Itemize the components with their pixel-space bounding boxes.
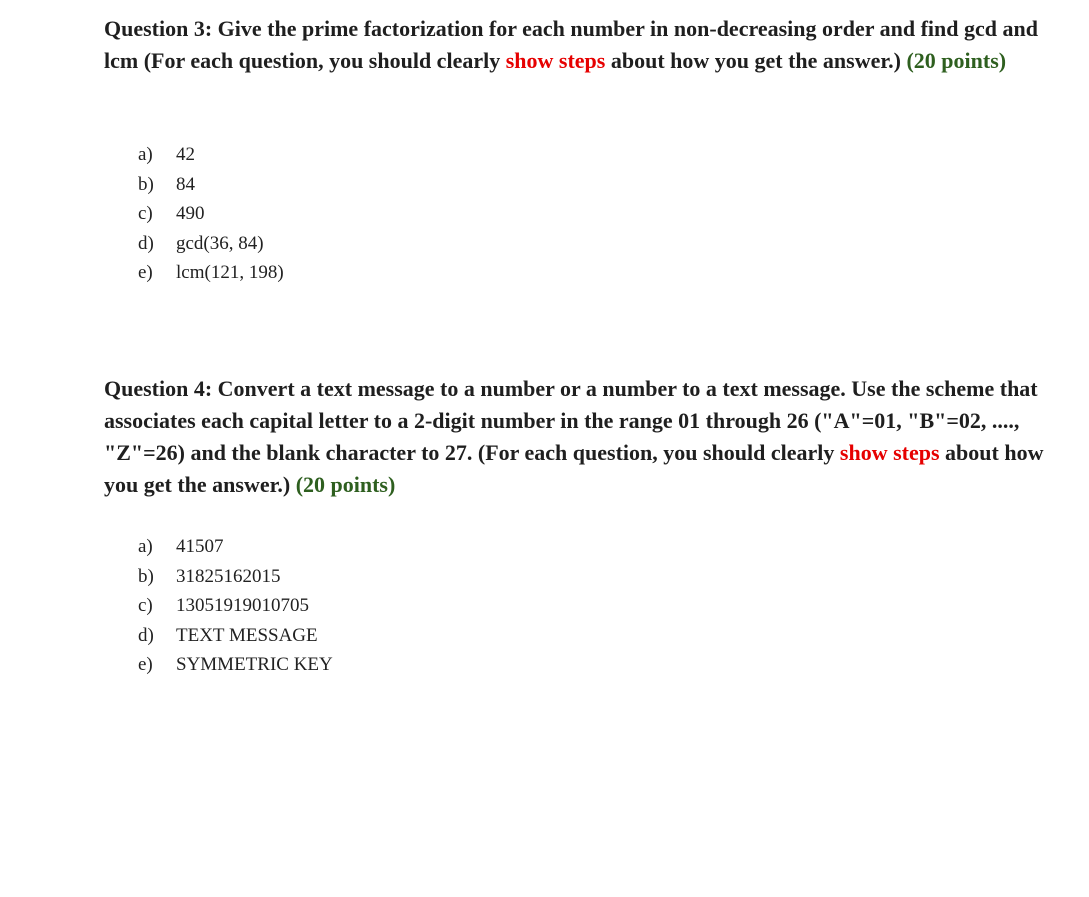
list-marker: d) bbox=[138, 232, 154, 254]
list-item bbox=[138, 591, 333, 621]
question-3-prompt bbox=[104, 13, 1049, 77]
list-marker: c) bbox=[138, 595, 153, 616]
list-item-text: SYMMETRIC KEY bbox=[176, 654, 333, 675]
list-item-text: TEXT MESSAGE bbox=[176, 624, 318, 646]
list-item bbox=[138, 199, 284, 229]
list-item-text: 84 bbox=[176, 173, 195, 195]
question-4-prompt bbox=[104, 373, 1049, 501]
list-marker: b) bbox=[138, 565, 154, 587]
list-item-text: 13051919010705 bbox=[176, 595, 309, 616]
list-item bbox=[138, 562, 333, 592]
list-item-text: gcd(36, 84) bbox=[176, 232, 264, 254]
question-3-text: Question 3: Give the prime factorization for each number in non-decreasing order and find gcd and lcm (For each question, you should clearly bbox=[104, 16, 1038, 73]
list-marker: d) bbox=[138, 624, 154, 646]
question-3-text-end: about how you get the answer.) bbox=[605, 48, 907, 73]
list-item bbox=[138, 621, 333, 651]
list-marker: a) bbox=[138, 536, 153, 557]
list-item bbox=[138, 532, 333, 562]
list-item-text: 31825162015 bbox=[176, 565, 281, 587]
question-4-text: Question 4: Convert a text message to a number or a number to a text message. Use the scheme that associates each capital letter to a 2-digit number in the range 01 through 26 ("A"=01, "B"=02, ...., "Z"=26) and the blank character to 27. (For each question, you should clearly bbox=[104, 376, 1038, 465]
list-item bbox=[138, 229, 284, 259]
question-4-show-steps: show steps bbox=[839, 440, 940, 465]
list-item-text: 42 bbox=[176, 144, 195, 165]
list-marker: b) bbox=[138, 173, 154, 195]
list-item bbox=[138, 140, 284, 170]
list-marker: e) bbox=[138, 654, 153, 675]
list-item bbox=[138, 258, 284, 288]
question-3-list bbox=[138, 140, 284, 288]
list-item-text: 490 bbox=[176, 203, 205, 224]
question-4-list bbox=[138, 532, 333, 680]
list-marker: e) bbox=[138, 262, 153, 283]
question-4-points: (20 points) bbox=[295, 472, 396, 497]
list-marker: a) bbox=[138, 144, 153, 165]
list-item-text: 41507 bbox=[176, 536, 224, 557]
list-item bbox=[138, 170, 284, 200]
question-3-show-steps: show steps bbox=[505, 48, 606, 73]
question-4-text-end: about how you get the answer.) bbox=[104, 440, 1044, 497]
question-3-points: (20 points) bbox=[906, 48, 1007, 73]
list-item-text: lcm(121, 198) bbox=[176, 262, 284, 283]
list-item bbox=[138, 650, 333, 680]
list-marker: c) bbox=[138, 203, 153, 224]
